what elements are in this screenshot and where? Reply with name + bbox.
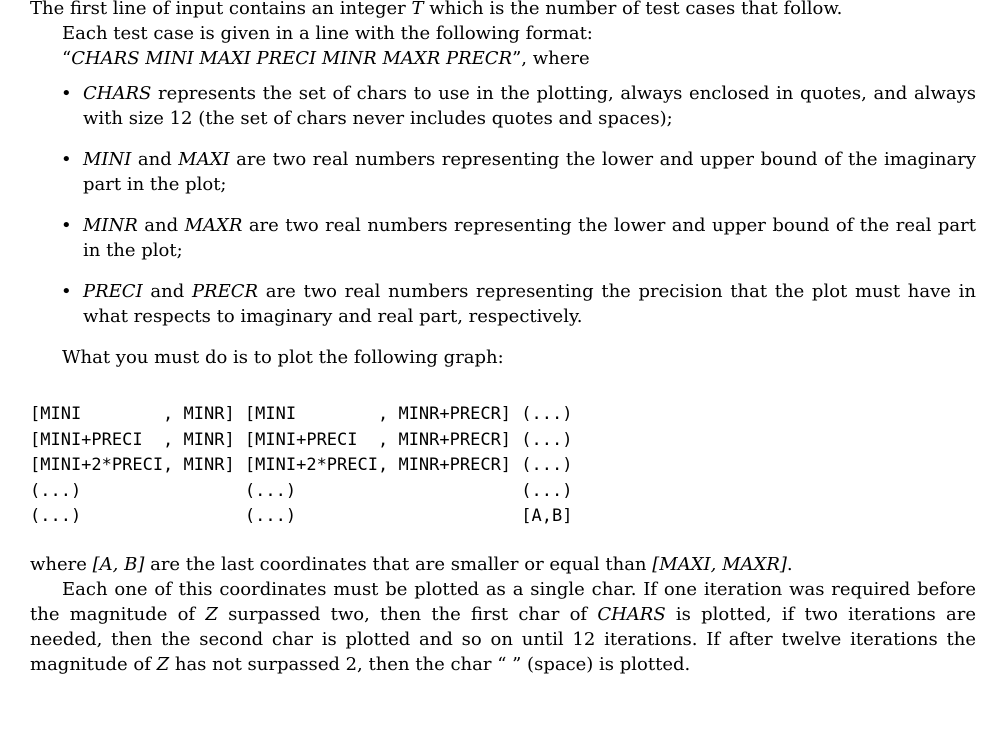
text: are the last coordinates that are smaller or equal than bbox=[144, 553, 653, 575]
item-text: are two real numbers representing the lower and upper bound of the imaginary part in the plot; bbox=[83, 149, 976, 195]
math-var-chars: CHARS bbox=[597, 603, 666, 625]
text: where bbox=[30, 553, 93, 575]
bullet-icon: • bbox=[61, 83, 72, 104]
math-var-t: T bbox=[411, 0, 424, 19]
math-var-z: Z bbox=[205, 603, 218, 625]
plot-intro: What you must do is to plot the following graph: bbox=[62, 347, 504, 368]
math-var-z: Z bbox=[156, 653, 170, 675]
bullet-icon: • bbox=[61, 215, 72, 236]
math-ab: [A, B] bbox=[92, 553, 145, 575]
input-format-line bbox=[30, 46, 976, 71]
item-text: represents the set of chars to use in the plotting, always enclosed in quotes, and always with size 12 (the set of chars never includes quotes and spaces); bbox=[83, 83, 976, 129]
plot-line: [MINI+PRECI , MINR] [MINI+PRECI , MINR+PRECR] (...) bbox=[30, 429, 573, 450]
parameter-list bbox=[30, 81, 976, 329]
item-text: are two real numbers representing the precision that the plot must have in what respects to imaginary and real part, respectively. bbox=[83, 281, 976, 327]
text: Each one of this coordinates must be plotted as a single char. If one iteration was required before the magnitude of bbox=[30, 578, 976, 625]
list-item-minr-maxr bbox=[30, 213, 976, 263]
plot-line: [MINI+2*PRECI, MINR] [MINI+2*PRECI, MINR+PRECR] (...) bbox=[30, 455, 573, 476]
list-item-mini-maxi bbox=[30, 147, 976, 197]
math-var: CHARS bbox=[83, 83, 152, 104]
math-var: MINI bbox=[83, 149, 132, 170]
item-text: are two real numbers representing the lower and upper bound of the real part in the plot; bbox=[83, 215, 976, 261]
bullet-icon: • bbox=[61, 149, 72, 170]
problem-statement bbox=[30, 0, 976, 677]
plotting-rules-paragraph bbox=[30, 577, 976, 677]
list-item-chars bbox=[30, 81, 976, 131]
list-item-preci-precr bbox=[30, 279, 976, 329]
text: which is the number of test cases that follow. bbox=[423, 0, 843, 19]
text: has not surpassed 2, then the char “ ” (space) is plotted. bbox=[169, 653, 691, 675]
math-var: MAXR bbox=[184, 215, 243, 236]
plot-line: [MINI , MINR] [MINI , MINR+PRECR] (...) bbox=[30, 404, 573, 424]
text: is plotted, if two iterations are needed, then the second char is plotted and so on until 12 iterations. If after twelve iterations the magnitude of bbox=[30, 603, 977, 675]
math-var: PRECR bbox=[191, 281, 259, 302]
item-text: and bbox=[131, 149, 179, 170]
plot-layout-code bbox=[30, 402, 976, 530]
item-text: and bbox=[142, 281, 192, 302]
text: surpassed two, then the first char of bbox=[217, 603, 598, 625]
format-variables: CHARS MINI MAXI PRECI MINR MAXR PRECR bbox=[71, 48, 513, 69]
coordinates-note bbox=[30, 552, 976, 577]
math-maxi-maxr: [MAXI, MAXR] bbox=[652, 553, 787, 575]
plot-line: (...) (...) (...) bbox=[30, 480, 573, 501]
math-var: PRECI bbox=[83, 281, 143, 302]
close-quote-where: ”, where bbox=[512, 48, 590, 69]
text: The first line of input contains an integer bbox=[30, 0, 412, 19]
plot-line: (...) (...) [A,B] bbox=[30, 506, 573, 527]
bullet-icon: • bbox=[61, 281, 72, 302]
open-quote: “ bbox=[62, 48, 72, 69]
item-text: and bbox=[137, 215, 185, 236]
intro-line-2: Each test case is given in a line with the following format: bbox=[62, 23, 593, 44]
intro-line-1 bbox=[30, 0, 976, 21]
math-var: MAXI bbox=[178, 149, 230, 170]
text: . bbox=[786, 553, 793, 575]
math-var: MINR bbox=[83, 215, 138, 236]
